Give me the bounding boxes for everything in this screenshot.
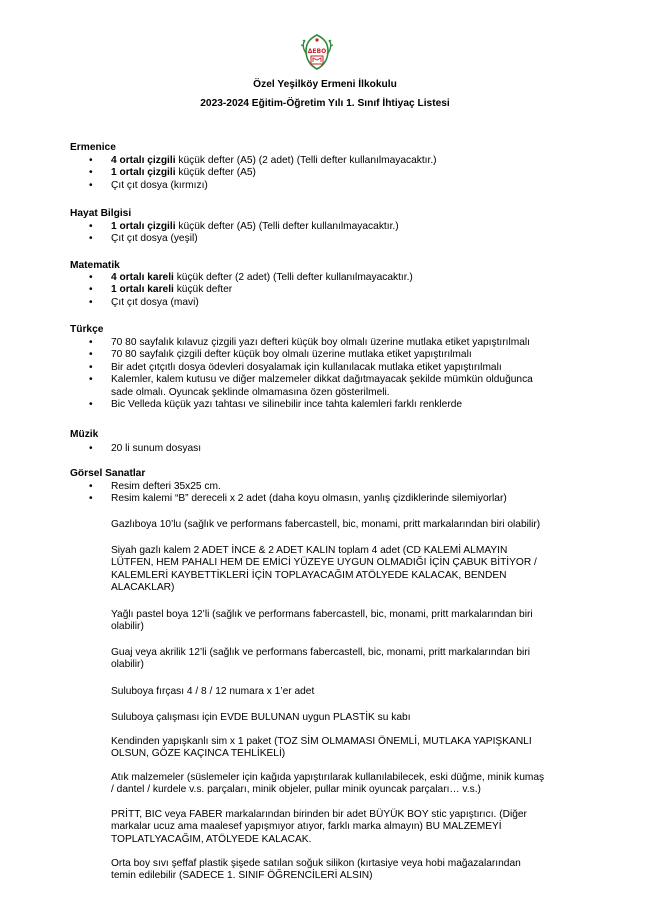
- item-text: Bic Velleda küçük yazı tahtası ve silinebilir ince tahta kalemleri farklı renklerde: [111, 399, 463, 411]
- section-heading-matematik: Matematik: [70, 260, 120, 271]
- item-text: küçük defter (A5): [175, 167, 256, 179]
- paragraph-line: TOPLATLYACAĞIM, ATÖLYEDE KALACAK.: [111, 833, 312, 845]
- item-text: Resim defteri 35x25 cm.: [111, 481, 221, 492]
- item-text: 70 80 sayfalık çizgili defter küçük boy olmalı üzerine mutlaka etiket yapıştırılmalı: [111, 349, 472, 361]
- paragraph-line: Yağlı pastel boya 12’li (sağlık ve performans fabercastell, bic, monami, pritt markalarından biri: [111, 609, 533, 620]
- section-heading-gorsel-sanatlar: Görsel Sanatlar: [70, 468, 146, 479]
- turkce-list: [0, 337, 590, 411]
- list-item: [0, 167, 590, 179]
- list-item: [0, 349, 590, 361]
- list-item: [0, 481, 590, 493]
- item-text: küçük defter (A5) (2 adet) (Telli defter kullanılmayacaktır.): [175, 155, 437, 166]
- supply-paragraph: [111, 772, 591, 797]
- section-heading-muzik: Müzik: [70, 429, 99, 440]
- item-text: 70 80 sayfalık kılavuz çizgili yazı defteri küçük boy olmalı üzerine mutlaka etiket yapıştırılmalı: [111, 337, 530, 348]
- list-item: [0, 180, 590, 192]
- supply-paragraph: [111, 712, 591, 724]
- item-text: sade olmalı. Oyuncak şeklinde olmamasına özen gösterilmeli.: [111, 386, 390, 398]
- item-emphasis: 1 ortalı çizgili: [111, 167, 176, 179]
- paragraph-line: / dantel / kurdele v.s. parçaları, minik objeler, pullar minik oyuncak parçaları… v.s.): [111, 784, 481, 796]
- item-emphasis: 1 ortalı çizgili: [111, 221, 176, 232]
- paragraph-line: Suluboya çalışması için EVDE BULUNAN uygun PLASTİK su kabı: [111, 712, 411, 723]
- ermenice-list: [0, 155, 590, 192]
- supply-paragraph: [111, 858, 591, 883]
- list-item: [0, 443, 590, 455]
- paragraph-line: Orta boy sıvı şeffaf plastik şişede satılan soğuk silikon (kırtasiye veya hobi mağazalarından: [111, 858, 521, 869]
- muzik-list: [0, 443, 590, 455]
- paragraph-line: Atık malzemeler (süslemeler için kağıda yapıştırılarak kullanılabilecek, eski düğme, minik kumaş: [111, 772, 545, 783]
- supply-paragraph: [111, 809, 591, 846]
- paragraph-line: markalar ucuz ama maalesef yapışmıyor atıyor, farklı marka almayın) BU MALZEMEYİ: [111, 821, 502, 833]
- section-heading-hayat-bilgisi: Hayat Bilgisi: [70, 208, 132, 219]
- item-text: Çıt çıt dosya (kırmızı): [111, 179, 208, 191]
- supply-paragraph: [111, 686, 591, 698]
- school-name: Özel Yeşilköy Ermeni İlkokulu: [253, 79, 397, 90]
- section-heading-turkce: Türkçe: [70, 324, 104, 335]
- paragraph-line: olabilir): [111, 621, 144, 633]
- matematik-list: [0, 272, 590, 309]
- paragraph-line: Gazlıboya 10’lu (sağlık ve performans fabercastell, bic, monami, pritt markalarından biri olabilir): [111, 519, 541, 530]
- item-text: Çıt çıt dosya (mavi): [111, 296, 199, 308]
- supply-paragraph: [111, 545, 591, 595]
- item-emphasis: 4 ortalı kareli: [111, 272, 174, 283]
- supply-paragraph: [111, 647, 591, 672]
- list-item: [0, 399, 590, 411]
- list-title: 2023-2024 Eğitim-Öğretim Yılı 1. Sınıf İhtiyaç Listesi: [200, 98, 450, 109]
- paragraph-line: olabilir): [111, 659, 144, 671]
- list-item: [0, 155, 590, 167]
- paragraph-line: LÜTFEN, HEM PAHALI HEM DE EMİCİ YÜZEYE UYGUN OLMADIĞI İÇİN ÇABUK BİTİYOR /: [111, 557, 537, 569]
- logo-text: ΔΕΒΟ: [307, 48, 327, 55]
- list-item: [0, 362, 590, 374]
- supply-paragraph: [111, 736, 591, 761]
- list-item: [0, 272, 590, 284]
- list-item: [0, 233, 590, 245]
- item-text: Kalemler, kalem kutusu ve diğer malzemeler dikkat dağıtmayacak şekilde mümkün olduğunca: [111, 374, 533, 386]
- item-text: Resim kalemi “B” dereceli x 2 adet (daha koyu olmasın, yanlış çizdiklerinde silemiyorlar): [111, 493, 507, 505]
- paragraph-line: PRİTT, BIC veya FABER markalarından birinden bir adet BÜYÜK BOY stic yapıştırıcı. (Diğer: [111, 809, 527, 820]
- paragraph-line: Siyah gazlı kalem 2 ADET İNCE & 2 ADET KALIN toplam 4 adet (CD KALEMİ ALMAYIN: [111, 545, 508, 556]
- supply-paragraph: [111, 519, 591, 531]
- hayat-bilgisi-list: [0, 221, 590, 246]
- section-heading-ermenice: Ermenice: [70, 142, 116, 153]
- list-item: [0, 297, 590, 309]
- paragraph-line: Kendinden yapışkanlı sim x 1 paket (TOZ SİM OLMAMASI ÖNEMLİ, MUTLAKA YAPIŞKANLI: [111, 736, 532, 747]
- paragraph-line: Suluboya fırçası 4 / 8 / 12 numara x 1’er adet: [111, 686, 315, 697]
- paragraph-line: Guaj veya akrilik 12’li (sağlık ve performans fabercastell, bic, monami, pritt markalarından biri: [111, 647, 530, 658]
- school-logo: [297, 32, 337, 72]
- paragraph-line: OLSUN, GÖZE KAÇINCA TEHLİKELİ): [111, 748, 286, 760]
- gorsel-sanatlar-list: [0, 481, 590, 506]
- item-emphasis: 4 ortalı çizgili: [111, 155, 176, 166]
- item-text: 20 li sunum dosyası: [111, 443, 202, 454]
- item-text: küçük defter (2 adet) (Telli defter kullanılmayacaktır.): [173, 272, 413, 283]
- item-emphasis: 1 ortalı kareli: [111, 284, 174, 296]
- paragraph-line: temin edilebilir (SADECE 1. SINIF ÖĞRENCİLERİ ALSIN): [111, 870, 373, 882]
- paragraph-line: KALEMLERİ KAYBETTİKLERİ İÇİN TOPLAYACAĞIM ATÖLYEDE KALACAK, BENDEN: [111, 569, 507, 581]
- list-item: [0, 221, 590, 233]
- item-text: Çıt çıt dosya (yeşil): [111, 233, 198, 245]
- supply-paragraph: [111, 609, 591, 634]
- paragraph-line: ALACAKLAR): [111, 582, 175, 594]
- list-item: [0, 493, 590, 505]
- list-item: [0, 337, 590, 349]
- list-item: [0, 284, 590, 296]
- item-text: küçük defter (A5) (Telli defter kullanılmayacaktır.): [175, 221, 399, 232]
- item-text: Bir adet çıtçıtlı dosya ödevleri dosyalamak için kullanılacak mutlaka etiket yapıştırılmalı: [111, 361, 502, 373]
- item-text: küçük defter: [173, 284, 233, 296]
- list-item: [0, 374, 590, 399]
